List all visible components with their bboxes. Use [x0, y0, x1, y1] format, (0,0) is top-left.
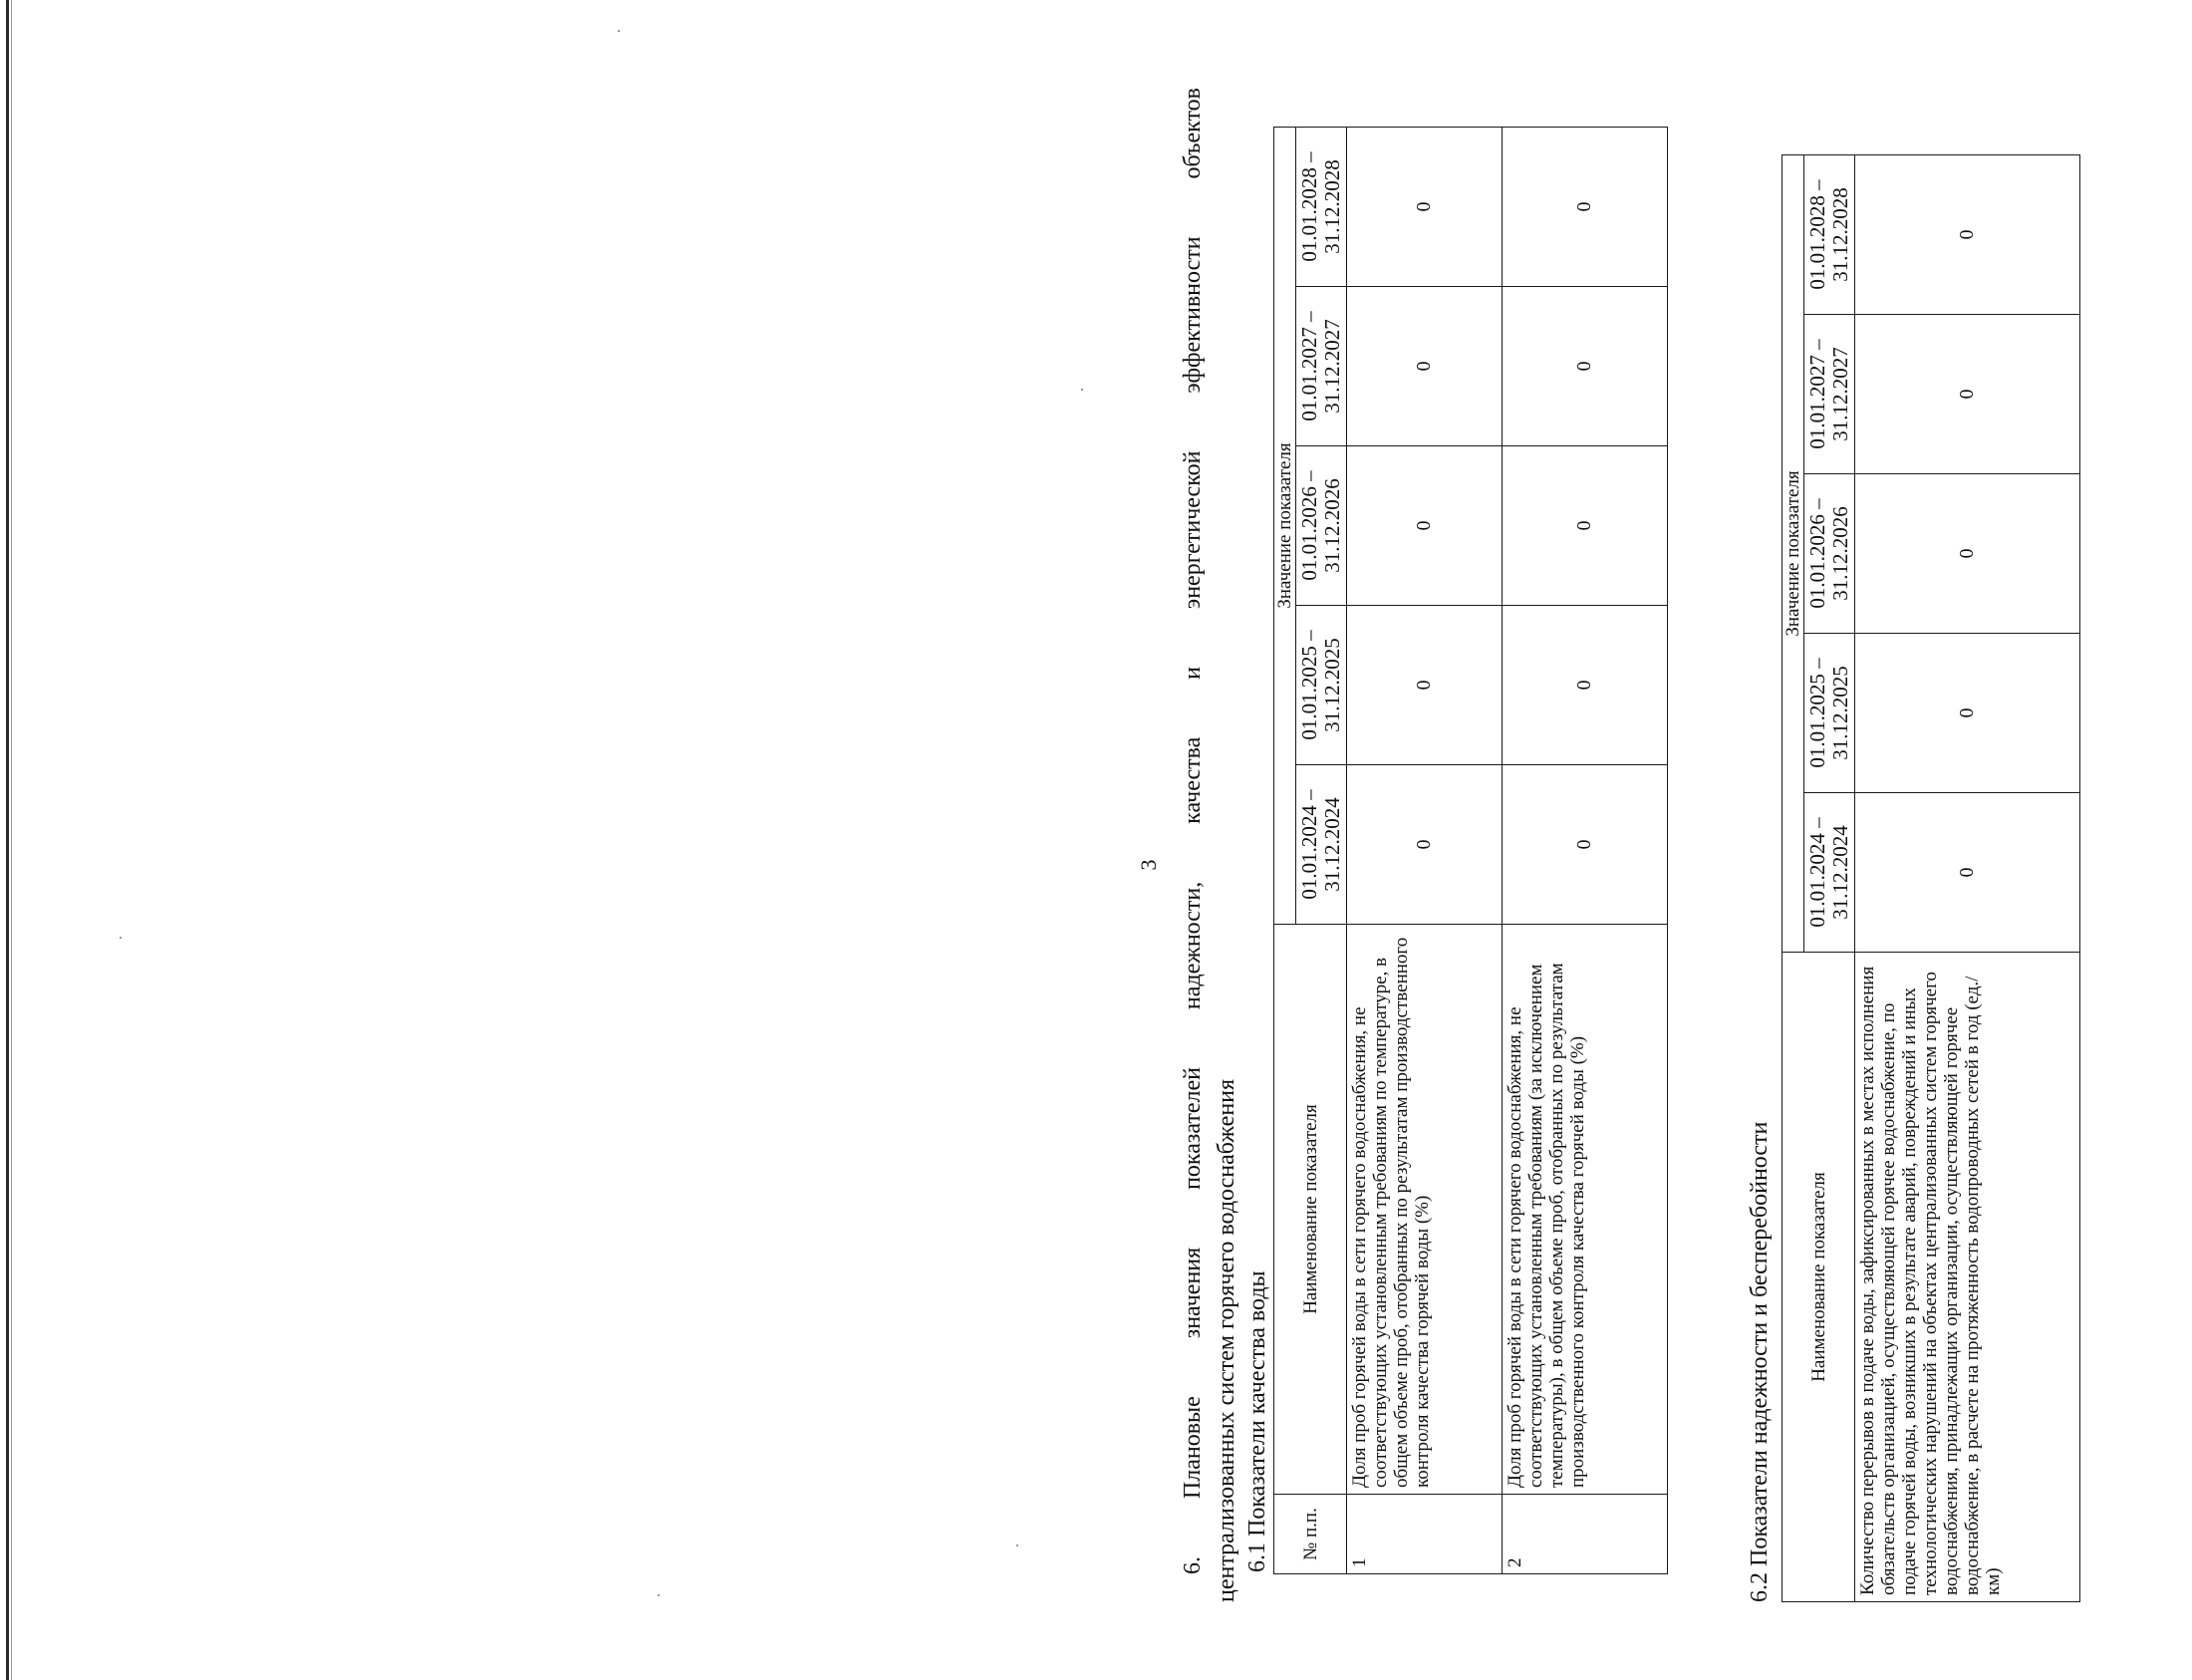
section-title-reliability: 6.2 Показатели надежности и бесперебойности [1747, 1121, 1773, 1602]
section-heading [1176, 88, 1243, 1602]
header-num: № п.п. [1274, 1495, 1347, 1574]
value-cell: 0 [1855, 154, 2080, 314]
value-cell: 0 [1503, 765, 1668, 925]
scan-speck [1016, 1544, 1018, 1546]
row-num: 1 [1347, 1495, 1503, 1574]
value-cell: 0 [1347, 446, 1503, 606]
heading-line-2: централизованных систем горячего водоснабжения [1214, 1078, 1239, 1602]
reliability-table [1781, 154, 2080, 1602]
scan-edge-line-inner [11, 0, 12, 1680]
table-header-row [1274, 127, 1296, 1573]
value-cell: 0 [1347, 765, 1503, 925]
value-cell: 0 [1503, 446, 1668, 606]
scan-edge-line [6, 0, 9, 1680]
period-header: 01.01.2025 – 31.12.2025 [1804, 634, 1855, 793]
period-header: 01.01.2026 – 31.12.2026 [1804, 474, 1855, 634]
value-cell: 0 [1855, 474, 2080, 634]
value-cell: 0 [1347, 127, 1503, 286]
table-header-row [1782, 154, 1804, 1601]
header-value-group: Значение показателя [1782, 154, 1804, 952]
heading-line-1: 6. Плановые значения показателей надежности, качества и энергетической эффективности объектов [1180, 88, 1206, 1574]
scan-speck [618, 30, 620, 32]
page-number: 3 [1136, 859, 1161, 871]
value-cell: 0 [1855, 793, 2080, 953]
row-num: 2 [1503, 1495, 1668, 1574]
header-name: Наименование показателя [1782, 953, 1855, 1602]
value-cell: 0 [1503, 287, 1668, 446]
table-row [1347, 127, 1503, 1573]
period-header: 01.01.2025 – 31.12.2025 [1296, 606, 1347, 765]
period-header: 01.01.2028 – 31.12.2028 [1296, 127, 1347, 286]
period-header: 01.01.2024 – 31.12.2024 [1804, 793, 1855, 953]
period-header: 01.01.2028 – 31.12.2028 [1804, 154, 1855, 314]
scan-speck [120, 937, 122, 939]
period-header: 01.01.2027 – 31.12.2027 [1804, 315, 1855, 474]
value-cell: 0 [1855, 634, 2080, 793]
section-title-water-quality: 6.1 Показатели качества воды [1244, 1270, 1270, 1572]
value-cell: 0 [1347, 287, 1503, 446]
scan-speck [658, 1594, 660, 1596]
header-name: Наименование показателя [1274, 925, 1347, 1495]
header-value-group: Значение показателя [1274, 127, 1296, 924]
water-quality-table [1273, 127, 1668, 1574]
row-name: Доля проб горячей воды в сети горячего водоснабжения, не соответствующих установленным требованиям (за исключением температуры), в общем объеме проб, отобранных по результатам производственного контроля качества горячей воды (%) [1503, 925, 1668, 1495]
scan-speck [1081, 389, 1083, 391]
value-cell: 0 [1347, 606, 1503, 765]
table-row [1503, 127, 1668, 1573]
period-header: 01.01.2026 – 31.12.2026 [1296, 446, 1347, 606]
table-row [1855, 154, 2080, 1601]
value-cell: 0 [1855, 315, 2080, 474]
rotated-document-page [1106, 78, 2192, 1602]
row-name: Доля проб горячей воды в сети горячего водоснабжения, не соответствующих установленным требованиям по температуре, в общем объеме проб, отобранных по результатам производственного контроля качества горячей воды (%) [1347, 925, 1503, 1495]
period-header: 01.01.2027 – 31.12.2027 [1296, 287, 1347, 446]
row-name: Количество перерывов в подаче воды, зафиксированных в местах исполнения обязательств организацией, осуществляющей горячее водоснабжение, по подаче горячей воды, возникших в результате аварий, повреждений и иных технологических нарушений на объектах централизованных систем горячего водоснабжения, принадлежащих организации, осуществляющей горячее водоснабжение, в расчете на протяженность водопроводных сетей в год (ед./км) [1855, 953, 2080, 1602]
value-cell: 0 [1503, 127, 1668, 286]
value-cell: 0 [1503, 606, 1668, 765]
period-header: 01.01.2024 – 31.12.2024 [1296, 765, 1347, 925]
